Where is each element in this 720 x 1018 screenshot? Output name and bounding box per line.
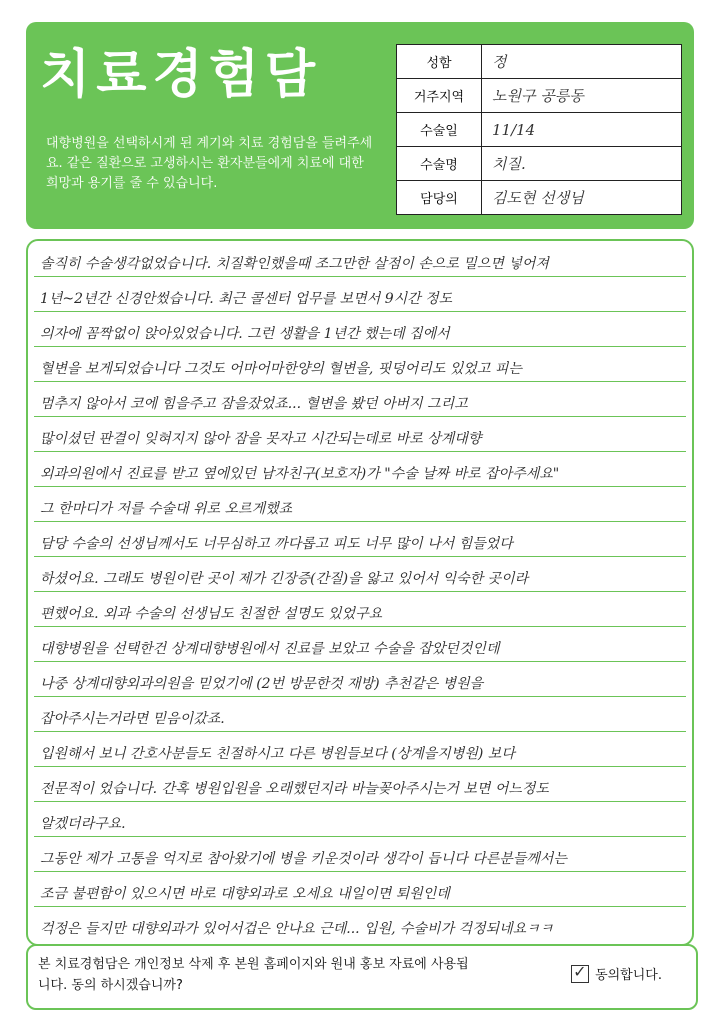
handwritten-line: 많이셨던 판결이 잊혀지지 않아 잠을 못자고 시간되는데로 바로 상계대향 <box>40 431 482 447</box>
ruled-line <box>34 241 686 277</box>
consent-checkbox[interactable] <box>571 961 589 983</box>
info-value[interactable]: 정 <box>482 45 682 79</box>
ruled-line <box>34 521 686 557</box>
ruled-line <box>34 661 686 697</box>
handwritten-line: 멈추지 않아서 코에 힘을주고 잠을잤었죠... 혈변을 봤던 아버지 그리고 <box>40 396 468 412</box>
handwritten-line: 걱정은 들지만 대향외과가 있어서겁은 안나요 근데... 입원, 수술비가 걱정되네요ㅋㅋ <box>40 921 554 937</box>
handwritten-line: 외과의원에서 진료를 받고 옆에있던 남자친구(보호자)가 "수술 날짜 바로 잡아주세요" <box>40 466 560 482</box>
info-label: 수술명 <box>397 147 482 181</box>
consent-footer <box>26 944 698 1010</box>
info-row-name <box>397 45 682 79</box>
ruled-line <box>34 906 686 941</box>
handwritten-line: 의자에 꼼짝없이 앉아있었습니다. 그런 생활을 1년간 했는데 집에서 <box>40 326 450 342</box>
info-label: 수술일 <box>397 113 482 147</box>
handwritten-line: 잡아주시는거라면 믿음이갔죠. <box>40 711 225 727</box>
ruled-line <box>34 276 686 312</box>
ruled-line <box>34 591 686 627</box>
ruled-line <box>34 416 686 452</box>
ruled-line <box>34 346 686 382</box>
consent-answer[interactable] <box>571 961 662 983</box>
info-row-region <box>397 79 682 113</box>
ruled-line <box>34 311 686 347</box>
ruled-line <box>34 451 686 487</box>
info-value[interactable]: 11/14 <box>482 113 682 147</box>
ruled-line <box>34 871 686 907</box>
handwritten-line: 하셨어요. 그래도 병원이란 곳이 제가 긴장증(간질)을 앓고 있어서 익숙한 곳이라 <box>40 571 529 587</box>
ruled-line <box>34 801 686 837</box>
check-mark-icon: ✓ <box>573 961 587 981</box>
info-row-doctor <box>397 181 682 215</box>
handwritten-line: 편했어요. 외과 수술의 선생님도 친절한 설명도 있었구요 <box>40 606 383 622</box>
ruled-line <box>34 486 686 522</box>
handwritten-line: 입원해서 보니 간호사분들도 친절하시고 다른 병원들보다 (상계을지병원) 보다 <box>40 746 515 762</box>
handwritten-line: 대향병원을 선택한건 상계대향병원에서 진료를 보았고 수술을 잡았던것인데 <box>40 641 500 657</box>
handwritten-line: 그동안 제가 고통을 억지로 참아왔기에 병을 키운것이라 생각이 듭니다 다른분들께서는 <box>40 851 567 867</box>
consent-answer-label: 동의합니다. <box>595 968 662 983</box>
ruled-line <box>34 836 686 872</box>
info-label: 성함 <box>397 45 482 79</box>
testimonial-body[interactable] <box>26 239 694 946</box>
header-banner <box>26 22 694 229</box>
info-value[interactable]: 노원구 공릉동 <box>482 79 682 113</box>
ruled-line <box>34 766 686 802</box>
info-label: 거주지역 <box>397 79 482 113</box>
consent-question: 본 치료경험담은 개인정보 삭제 후 본원 홈페이지와 원내 홍보 자료에 사용됩니다. 동의 하시겠습니까? <box>38 957 469 993</box>
info-row-surgery-name <box>397 147 682 181</box>
patient-info-table <box>396 44 682 215</box>
ruled-line <box>34 381 686 417</box>
handwritten-line: 그 한마디가 저를 수술대 위로 오르게했죠 <box>40 501 293 517</box>
info-value[interactable]: 치질. <box>482 147 682 181</box>
handwritten-line: 1년~2년간 신경안썼습니다. 최근 콜센터 업무를 보면서 9시간 정도 <box>40 291 453 307</box>
page-title: 치료경험담 <box>40 45 322 105</box>
handwritten-line: 담당 수술의 선생님께서도 너무심하고 까다롭고 피도 너무 많이 나서 힘들었다 <box>40 536 513 552</box>
info-row-surgery-date <box>397 113 682 147</box>
ruled-line <box>34 696 686 732</box>
ruled-line <box>34 626 686 662</box>
ruled-line <box>34 731 686 767</box>
handwritten-line: 조금 불편함이 있으시면 바로 대향외과로 오세요 내일이면 퇴원인데 <box>40 886 450 902</box>
handwritten-line: 알겠더라구요. <box>40 816 126 832</box>
ruled-line <box>34 556 686 592</box>
info-label: 담당의 <box>397 181 482 215</box>
handwritten-line: 전문적이 었습니다. 간혹 병원입원을 오래했던지라 바늘꽂아주시는거 보면 어느정도 <box>40 781 549 797</box>
handwritten-line: 나중 상계대향외과의원을 믿었기에 (2번 방문한것 재방) 추천같은 병원을 <box>40 676 484 692</box>
handwritten-line: 혈변을 보게되었습니다 그것도 어마어마한양의 혈변을, 핏덩어리도 있었고 피는 <box>40 361 522 377</box>
header-description: 대향병원을 선택하시게 된 계기와 치료 경험담을 들려주세요. 같은 질환으로 고생하시는 환자분들에게 치료에 대한 희망과 용기를 줄 수 있습니다. <box>46 136 373 191</box>
handwritten-line: 솔직히 수술생각없었습니다. 치질확인했을때 조그만한 살점이 손으로 밀으면 넣어져 <box>40 256 549 272</box>
info-value[interactable]: 김도현 선생님 <box>482 181 682 215</box>
